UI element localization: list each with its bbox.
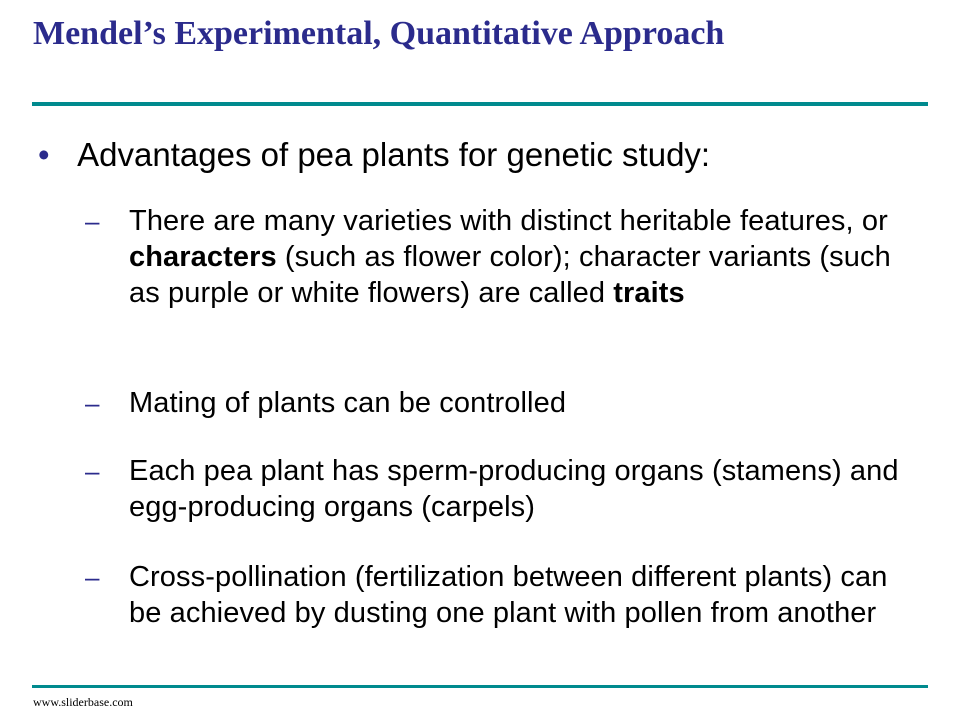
sub-bullet-text: Cross-pollination (fertilization between different plants) can be achieved by dusting one plant with pollen from another [129, 561, 888, 629]
text-segment: (such as flower color); character variants (such as purple or white flowers) are called [129, 241, 891, 309]
footer-source: www.sliderbase.com [33, 695, 133, 709]
term-traits: traits [613, 277, 685, 309]
main-bullet-text: Advantages of pea plants for genetic study: [77, 136, 711, 173]
main-bullet [38, 135, 710, 175]
text-segment: There are many varieties with distinct heritable features, or [129, 205, 888, 237]
dash-marker: – [85, 388, 100, 418]
dash-marker: – [85, 206, 100, 236]
dash-marker: – [85, 456, 100, 486]
sub-bullet-text: Mating of plants can be controlled [129, 387, 567, 419]
sub-bullet-text: Each pea plant has sperm-producing organs (stamens) and egg-producing organs (carpels) [129, 455, 899, 523]
slide-title: Mendel’s Experimental, Quantitative Approach [33, 15, 725, 52]
bullet-marker: • [38, 136, 50, 173]
sub-bullet-text [129, 203, 919, 311]
dash-marker: – [85, 562, 100, 592]
term-characters: characters [129, 241, 277, 273]
footer-divider [32, 685, 928, 688]
title-divider [32, 102, 928, 106]
